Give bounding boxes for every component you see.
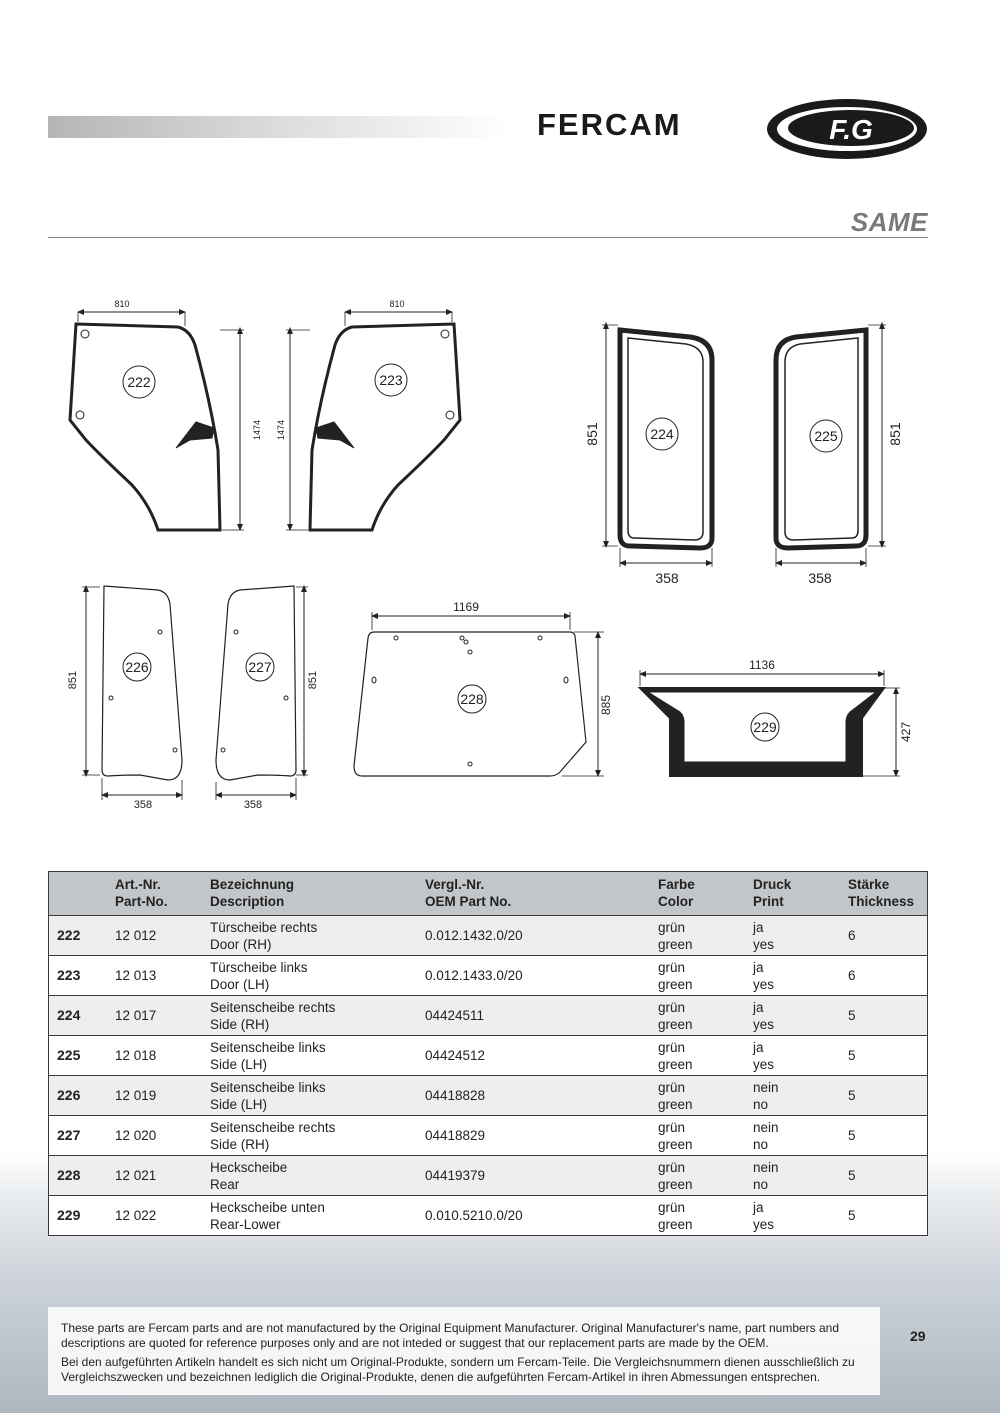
row-color: grün green <box>650 1156 745 1196</box>
disclaimer-box <box>48 1307 880 1395</box>
dim-label: 358 <box>808 570 832 586</box>
row-print: ja yes <box>745 956 840 996</box>
row-art: 12 021 <box>107 1156 202 1196</box>
row-art: 12 022 <box>107 1196 202 1236</box>
row-desc: Seitenscheibe rechts Side (RH) <box>202 1116 417 1156</box>
row-color: grün green <box>650 1116 745 1156</box>
row-num: 228 <box>49 1156 108 1196</box>
row-num: 223 <box>49 956 108 996</box>
part-label: 228 <box>460 691 484 707</box>
part-label: 224 <box>650 426 674 442</box>
dim-label: 1136 <box>749 658 775 672</box>
drawing-222 <box>70 312 244 530</box>
row-thick: 5 <box>840 996 928 1036</box>
part-label: 223 <box>379 372 403 388</box>
dim-label: 851 <box>887 422 903 446</box>
row-thick: 5 <box>840 1036 928 1076</box>
header-thick: Stärke Thickness <box>840 872 928 916</box>
dim-labels-227 <box>244 659 319 811</box>
row-thick: 6 <box>840 956 928 996</box>
section-title: SAME <box>850 207 928 237</box>
row-oem: 04424511 <box>417 996 650 1036</box>
row-thick: 5 <box>840 1156 928 1196</box>
part-label: 222 <box>127 374 151 390</box>
dim-label: 1474 <box>252 419 262 441</box>
table-header-row <box>49 872 928 916</box>
dim-label: 885 <box>599 694 613 716</box>
row-color: grün green <box>650 956 745 996</box>
row-print: ja yes <box>745 916 840 956</box>
row-color: grün green <box>650 916 745 956</box>
table-row <box>49 1116 928 1156</box>
disclaimer-en: These parts are Fercam parts and are not manufactured by the Original Equipment Manufacturer. Original Manufacturer's name, part numbers and descriptions are quoted for reference purposes only and are not inteded or suggest that our replacement parts are made by the OEM. <box>61 1321 840 1350</box>
row-color: grün green <box>650 1036 745 1076</box>
row-print: nein no <box>745 1076 840 1116</box>
part-label: 226 <box>125 659 149 675</box>
row-color: grün green <box>650 996 745 1036</box>
table-row <box>49 1196 928 1236</box>
drawing-225 <box>776 325 886 567</box>
header-oem: Vergl.-Nr. OEM Part No. <box>417 872 650 916</box>
dim-label: 1474 <box>276 419 286 441</box>
row-art: 12 020 <box>107 1116 202 1156</box>
header-num <box>49 872 108 916</box>
disclaimer-de: Bei den aufgeführten Artikeln handelt es sich nicht um Original-Produkte, sondern um Fercam-Teile. Die Vergleichsnummern dienen ausschließlich zu Vergleichszwecken und bezeichnen lediglich die Original-Produkte, denen die aufgeführten Fercam-Artikel in ihren Abmessungen entsprechen. <box>61 1355 855 1384</box>
row-print: nein no <box>745 1116 840 1156</box>
row-color: grün green <box>650 1076 745 1116</box>
drawing-227 <box>216 586 308 800</box>
row-oem: 0.012.1433.0/20 <box>417 956 650 996</box>
row-oem: 04419379 <box>417 1156 650 1196</box>
row-num: 229 <box>49 1196 108 1236</box>
row-thick: 5 <box>840 1196 928 1236</box>
row-num: 225 <box>49 1036 108 1076</box>
row-color: grün green <box>650 1196 745 1236</box>
dim-labels-228 <box>453 600 613 715</box>
drawing-223 <box>286 312 460 530</box>
dim-label: 358 <box>655 570 679 586</box>
row-desc: Heckscheibe unten Rear-Lower <box>202 1196 417 1236</box>
header-desc: Bezeichnung Description <box>202 872 417 916</box>
header-color: Farbe Color <box>650 872 745 916</box>
dim-label: 1169 <box>453 600 479 614</box>
page-number: 29 <box>910 1328 926 1344</box>
logo-text: FERCAM <box>537 107 682 142</box>
table-row <box>49 1156 928 1196</box>
dim-label: 358 <box>243 799 263 811</box>
row-desc: Seitenscheibe rechts Side (RH) <box>202 996 417 1036</box>
row-desc: Seitenscheibe links Side (LH) <box>202 1036 417 1076</box>
header-print: Druck Print <box>745 872 840 916</box>
dim-label: 427 <box>899 721 913 743</box>
dim-labels-225 <box>808 422 903 586</box>
dim-label: 358 <box>133 799 153 811</box>
row-art: 12 017 <box>107 996 202 1036</box>
row-art: 12 013 <box>107 956 202 996</box>
logo-badge: F.G <box>829 114 873 145</box>
row-print: nein no <box>745 1156 840 1196</box>
row-oem: 04424512 <box>417 1036 650 1076</box>
parts-table <box>48 871 928 1236</box>
row-print: ja yes <box>745 1196 840 1236</box>
row-num: 224 <box>49 996 108 1036</box>
row-num: 226 <box>49 1076 108 1116</box>
row-num: 227 <box>49 1116 108 1156</box>
header-art: Art.-Nr. Part-No. <box>107 872 202 916</box>
table-row <box>49 956 928 996</box>
row-desc: Türscheibe links Door (LH) <box>202 956 417 996</box>
row-oem: 04418829 <box>417 1116 650 1156</box>
row-art: 12 012 <box>107 916 202 956</box>
drawing-226 <box>82 586 182 800</box>
row-oem: 0.012.1432.0/20 <box>417 916 650 956</box>
table-row <box>49 1036 928 1076</box>
table-row <box>49 996 928 1036</box>
table-row <box>49 1076 928 1116</box>
row-desc: Heckscheibe Rear <box>202 1156 417 1196</box>
row-art: 12 019 <box>107 1076 202 1116</box>
row-oem: 04418828 <box>417 1076 650 1116</box>
row-oem: 0.010.5210.0/20 <box>417 1196 650 1236</box>
dim-labels-223 <box>276 299 405 440</box>
drawing-224 <box>602 325 712 567</box>
row-thick: 5 <box>840 1116 928 1156</box>
row-thick: 5 <box>840 1076 928 1116</box>
row-print: ja yes <box>745 1036 840 1076</box>
row-print: ja yes <box>745 996 840 1036</box>
part-label: 229 <box>753 719 777 735</box>
dim-label: 810 <box>114 299 130 309</box>
dim-label: 851 <box>584 422 600 446</box>
part-label: 225 <box>814 428 838 444</box>
table-row <box>49 916 928 956</box>
dim-label: 810 <box>389 299 405 309</box>
row-desc: Türscheibe rechts Door (RH) <box>202 916 417 956</box>
dim-labels-226 <box>67 659 152 811</box>
row-num: 222 <box>49 916 108 956</box>
dim-labels-224 <box>584 422 679 586</box>
part-label: 227 <box>248 659 272 675</box>
dim-label: 851 <box>67 670 79 690</box>
row-desc: Seitenscheibe links Side (LH) <box>202 1076 417 1116</box>
row-art: 12 018 <box>107 1036 202 1076</box>
row-thick: 6 <box>840 916 928 956</box>
dim-label: 851 <box>307 670 319 690</box>
